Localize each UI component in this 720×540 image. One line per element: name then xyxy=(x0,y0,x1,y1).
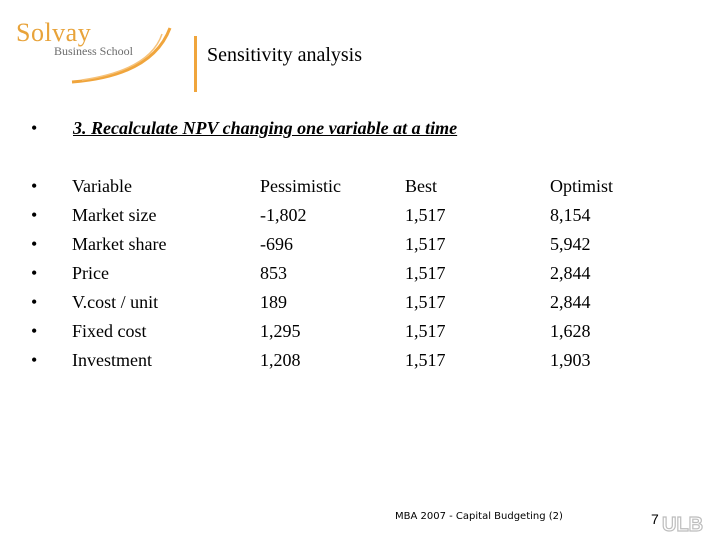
header-optimist: Optimist xyxy=(550,176,614,196)
cell-variable: Price xyxy=(72,263,109,283)
logo-subtitle: Business School xyxy=(54,44,134,58)
table-row xyxy=(31,317,670,346)
table-row xyxy=(31,259,670,288)
slide-title: Sensitivity analysis xyxy=(207,44,362,66)
cell-pessimistic: 189 xyxy=(260,292,287,312)
cell-pessimistic: 1,208 xyxy=(260,350,301,370)
header-best: Best xyxy=(405,176,438,196)
cell-pessimistic: -696 xyxy=(260,234,293,254)
cell-optimist: 1,628 xyxy=(550,321,591,341)
cell-best: 1,517 xyxy=(405,292,446,312)
cell-variable: Investment xyxy=(72,350,152,370)
bullet-icon: • xyxy=(31,118,38,138)
cell-variable: Market size xyxy=(72,205,157,225)
bullet-icon: • xyxy=(31,176,38,196)
cell-best: 1,517 xyxy=(405,234,446,254)
cell-variable: Fixed cost xyxy=(72,321,147,341)
cell-optimist: 8,154 xyxy=(550,205,591,225)
title-divider xyxy=(194,36,197,92)
cell-best: 1,517 xyxy=(405,263,446,283)
header-variable: Variable xyxy=(72,176,132,196)
cell-optimist: 5,942 xyxy=(550,234,591,254)
logo-wordmark: Solvay xyxy=(16,18,92,47)
solvay-logo xyxy=(12,18,182,88)
bullet-icon: • xyxy=(31,321,38,341)
table-row xyxy=(31,201,670,230)
cell-variable: Market share xyxy=(72,234,167,254)
footer-text: MBA 2007 - Capital Budgeting (2) xyxy=(395,511,563,522)
ulb-logo xyxy=(662,513,706,535)
step-text: 3. Recalculate NPV changing one variable at a time xyxy=(73,118,458,138)
cell-variable: V.cost / unit xyxy=(72,292,159,312)
cell-pessimistic: 853 xyxy=(260,263,287,283)
cell-pessimistic: -1,802 xyxy=(260,205,307,225)
cell-optimist: 2,844 xyxy=(550,263,591,283)
table-row xyxy=(31,288,670,317)
cell-best: 1,517 xyxy=(405,205,446,225)
step-heading xyxy=(31,118,457,139)
bullet-icon: • xyxy=(31,263,38,283)
table-row xyxy=(31,230,670,259)
bullet-icon: • xyxy=(31,292,38,312)
cell-best: 1,517 xyxy=(405,321,446,341)
header-pessimistic: Pessimistic xyxy=(260,176,342,196)
cell-best: 1,517 xyxy=(405,350,446,370)
bullet-icon: • xyxy=(31,350,38,370)
bullet-icon: • xyxy=(31,205,38,225)
cell-pessimistic: 1,295 xyxy=(260,321,301,341)
sensitivity-table xyxy=(31,172,670,375)
cell-optimist: 1,903 xyxy=(550,350,591,370)
cell-optimist: 2,844 xyxy=(550,292,591,312)
page-number: 7 xyxy=(651,511,659,527)
table-row xyxy=(31,346,670,375)
bullet-icon: • xyxy=(31,234,38,254)
table-header-row xyxy=(31,172,670,201)
ulb-logo-text: ULB xyxy=(662,514,704,535)
